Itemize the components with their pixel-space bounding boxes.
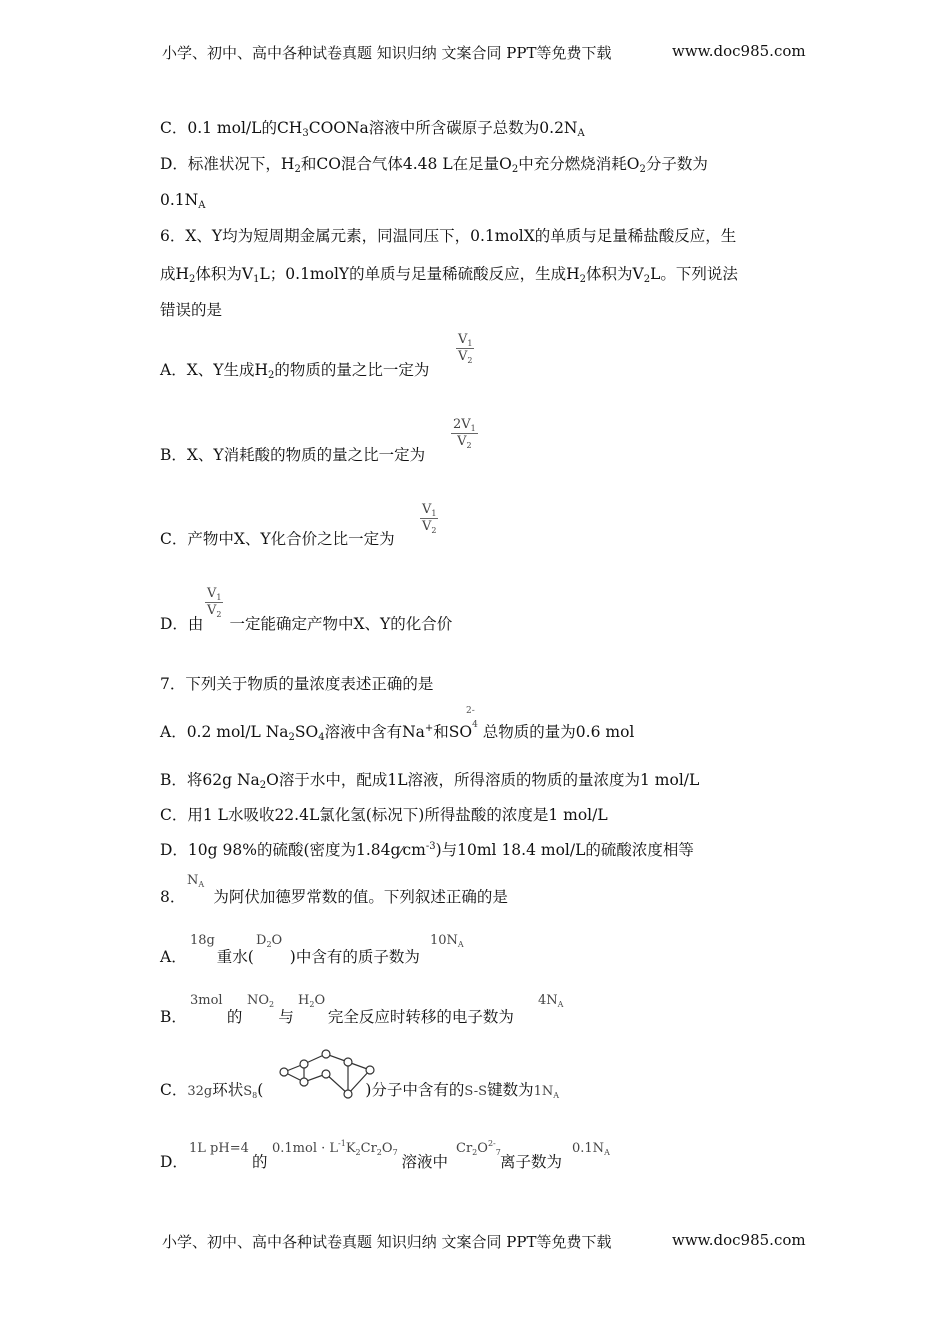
q6-option-c[interactable]: C．产物中X、Y化合价之比一定为 bbox=[160, 530, 395, 548]
q8-na-symbol: $N_A$ bbox=[187, 873, 205, 889]
q8-a-d2o: $D_2O$ bbox=[256, 933, 283, 949]
page-footer bbox=[162, 1231, 806, 1252]
q6-d-fraction: $\frac{V_1}{V_2}$ bbox=[207, 586, 222, 619]
q7-option-c[interactable]: C．用1 L水吸收22.4L氯化氢(标况下)所得盐酸的浓度是1 mol/L bbox=[160, 806, 608, 824]
q5-option-d: D．标准状况下，$H_2$和CO混合气体4.48 L在足量$O_2$中充分燃烧消耗$O_2$分子数为 bbox=[160, 155, 708, 175]
footer-tagline: 小学、初中、高中各种试卷真题 知识归纳 文案合同 PPT等免费下载 bbox=[162, 1233, 612, 1251]
q7-option-a[interactable]: A．0.2 mol/L $Na_2SO_4$溶液中含有Na+和$SO^4$ 总物质的量为0.6 mol bbox=[160, 720, 635, 743]
page-header bbox=[162, 42, 806, 63]
q6-c-fraction: $\frac{V_1}{V_2}$ bbox=[422, 502, 437, 535]
q8-d-condition: 1L pH=4 bbox=[189, 1141, 249, 1156]
footer-site-link[interactable]: www.doc985.com bbox=[672, 1231, 806, 1249]
q8-stem: 8． 为阿伏加德罗常数的值。下列叙述正确的是 bbox=[160, 888, 508, 906]
q7-option-b[interactable]: B．将62g $Na_2O$溶于水中，配成1L溶液，所得溶质的物质的量浓度为1 mol/L bbox=[160, 771, 700, 791]
header-site-link[interactable]: www.doc985.com bbox=[672, 42, 806, 60]
q8-b-mol: 3mol bbox=[190, 993, 223, 1008]
q8-a-value: $10N_A$ bbox=[430, 933, 464, 949]
q6-stem: 6．X、Y均为短周期金属元素，同温同压下，0.1molX的单质与足量稀盐酸反应，生 bbox=[160, 227, 737, 245]
s8-ring-structure bbox=[276, 1048, 382, 1104]
q8-b-no2: $NO_2$ bbox=[247, 993, 275, 1009]
q5-option-c: C．0.1 mol/L的$CH_3COONa$溶液中所含碳原子总数为$0.2N_A$ bbox=[160, 119, 585, 139]
q5-option-d-cont: $0.1N_A$ bbox=[160, 191, 206, 211]
q6-option-d[interactable]: D．由 一定能确定产物中X、Y的化合价 bbox=[160, 615, 453, 633]
q6-stem-3: 错误的是 bbox=[160, 301, 223, 319]
q8-d-ion: $Cr_2O^{2-}_7$ bbox=[456, 1139, 501, 1157]
q7-option-d[interactable]: D．10g 98%的硫酸(密度为$1.84g⁄cm^{-3}$)与10ml 18.4 mol/L的硫酸浓度相等 bbox=[160, 841, 694, 859]
q6-b-fraction: $\frac{2V_1}{V_2}$ bbox=[453, 417, 476, 450]
q7-stem: 7．下列关于物质的量浓度表述正确的是 bbox=[160, 675, 434, 693]
q8-option-d[interactable]: D． 的 溶液中 离子数为 bbox=[160, 1153, 562, 1171]
q6-a-fraction: $\frac{V_1}{V_2}$ bbox=[458, 332, 473, 365]
q6-option-a[interactable]: A．X、Y生成$H_2$的物质的量之比一定为 bbox=[160, 361, 430, 381]
q8-b-h2o: $H_2O$ bbox=[298, 993, 326, 1009]
q6-option-b[interactable]: B．X、Y消耗酸的物质的量之比一定为 bbox=[160, 446, 426, 464]
q8-b-value: $4N_A$ bbox=[538, 993, 564, 1009]
q6-stem-2: 成$H_2$体积为$V_1L$；0.1molY的单质与足量稀硫酸反应，生成$H_2$体积为$V_2L$。下列说法 bbox=[160, 265, 738, 285]
q7-a-charge: 2- bbox=[466, 706, 475, 716]
q8-d-concentration: $0.1mol \cdot L^{-1}K_2Cr_2O_7$ bbox=[272, 1139, 398, 1157]
q8-option-b[interactable]: B． 的 与 完全反应时转移的电子数为 bbox=[160, 1008, 514, 1026]
q8-a-mass: 18g bbox=[190, 933, 215, 948]
header-tagline: 小学、初中、高中各种试卷真题 知识归纳 文案合同 PPT等免费下载 bbox=[162, 44, 612, 62]
q8-option-a[interactable]: A． 重水( )中含有的质子数为 bbox=[160, 948, 420, 966]
q8-d-value: $0.1N_A$ bbox=[572, 1141, 610, 1157]
q8-option-c[interactable]: C．32g环状$S_8$( )分子中含有的S-S键数为$1N_A$ bbox=[160, 1081, 560, 1100]
